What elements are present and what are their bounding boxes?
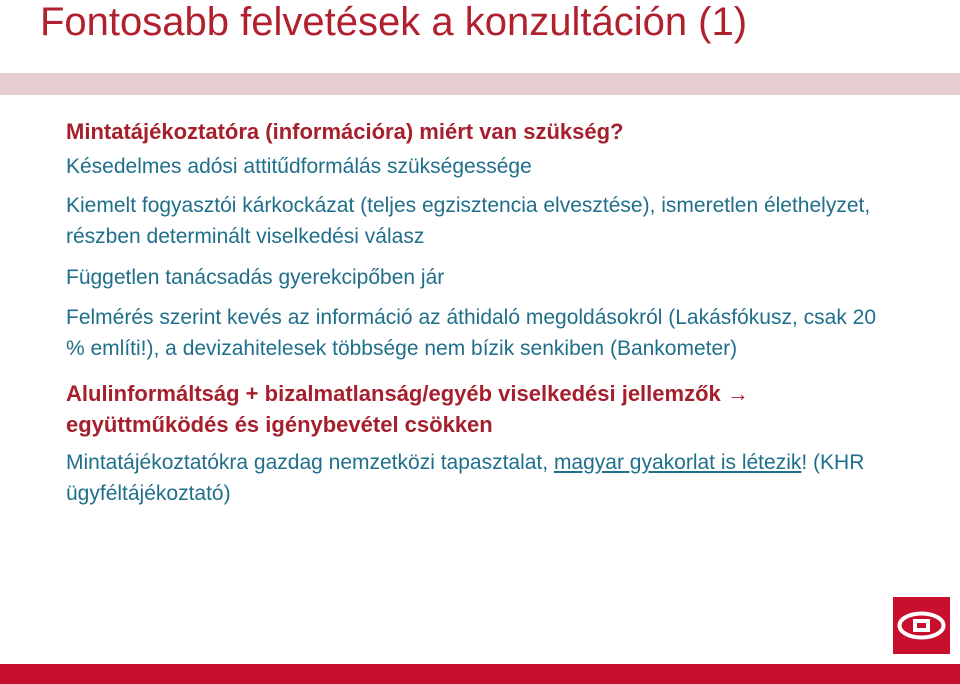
footer-bar — [0, 664, 960, 684]
bullet-item: Független tanácsadás gyerekcipőben jár — [66, 266, 445, 289]
item5-suffix: ! (KHR ügyféltájékoztató) — [66, 451, 865, 505]
bullet-item: Kiemelt fogyasztói kárkockázat (teljes egzisztencia elvesztése), ismeretlen élethelyzet, részben determinált viselkedési válasz — [66, 194, 871, 248]
institution-logo-icon — [893, 597, 950, 654]
logo-mark-icon — [893, 597, 950, 654]
slide-content — [66, 116, 886, 509]
title-divider-band — [0, 73, 960, 95]
item5-prefix: Mintatájékoztatókra gazdag nemzetközi tapasztalat, — [66, 451, 554, 474]
conclusion-heading: Alulinformáltság + bizalmatlanság/egyéb viselkedési jellemzők → együttműködés és igénybevétel csökken — [66, 381, 749, 437]
bullet-item-with-link — [66, 447, 886, 509]
question-heading: Mintatájékoztatóra (információra) miért van szükség? — [66, 119, 624, 144]
bullet-item: Késedelmes adósi attitűdformálás szükségessége — [66, 155, 532, 178]
slide-title: Fontosabb felvetések a konzultáción (1) — [40, 0, 748, 44]
magyar-gyakorlat-link[interactable]: magyar gyakorlat is létezik — [553, 451, 802, 474]
bullet-item: Felmérés szerint kevés az információ az áthidaló megoldásokról (Lakásfókusz, csak 20 % említi!), a devizahitelesek többsége nem bízik senkiben (Bankometer) — [66, 306, 877, 360]
